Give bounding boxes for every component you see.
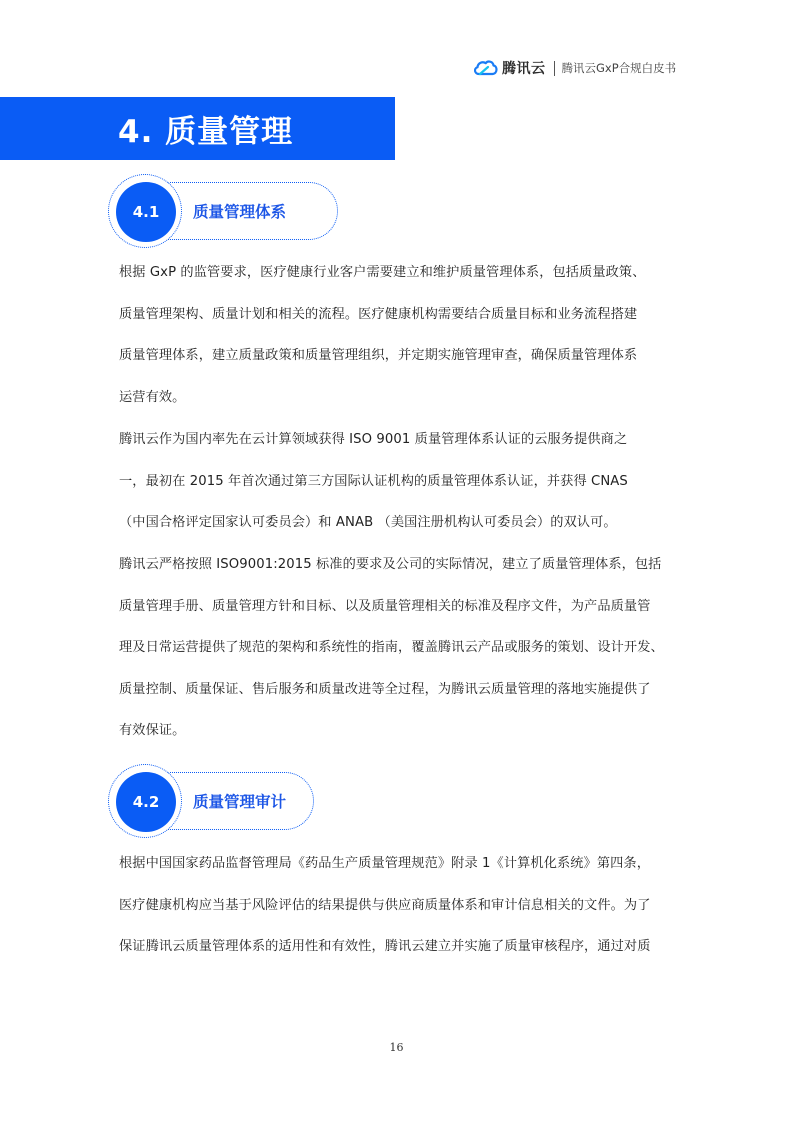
text-line: 理及日常运营提供了规范的架构和系统性的指南，覆盖腾讯云产品或服务的策划、设计开发、 [119, 640, 664, 656]
text-line: （中国合格评定国家认可委员会）和 ANAB （美国注册机构认可委员会）的双认可。 [119, 515, 617, 531]
brand-name: 腾讯云 [502, 61, 546, 77]
text-line: 质量管理体系，建立质量政策和质量管理组织，并定期实施管理审查，确保质量管理体系 [119, 348, 638, 364]
text-line: 质量管理手册、质量管理方针和目标、以及质量管理相关的标准及程序文件，为产品质量管 [119, 598, 651, 614]
page-number: 16 [389, 1041, 404, 1054]
text-line: 有效保证。 [119, 723, 186, 739]
text-line: 运营有效。 [119, 389, 186, 405]
text-line: 根据中国国家药品监督管理局《药品生产质量管理规范》附录 1《计算机化系统》第四条， [119, 856, 650, 871]
page-header [472, 56, 676, 80]
text-line: 腾讯云严格按照 ISO9001:2015 标准的要求及公司的实际情况，建立了质量管理体系，包括 [119, 557, 662, 572]
document-title: 腾讯云GxP合规白皮书 [561, 61, 677, 75]
paragraph [119, 544, 679, 752]
chapter-banner [0, 97, 395, 160]
section-number-badge [108, 174, 182, 248]
text-line: 质量控制、质量保证、售后服务和质量改进等全过程，为腾讯云质量管理的落地实施提供了 [119, 681, 651, 697]
text-line: 医疗健康机构应当基于风险评估的结果提供与供应商质量体系和审计信息相关的文件。为了 [119, 897, 651, 913]
paragraph [119, 252, 679, 418]
tencent-cloud-logo-icon [472, 59, 498, 77]
text-line: 质量管理架构、质量计划和相关的流程。医疗健康机构需要结合质量目标和业务流程搭建 [119, 306, 638, 322]
section-title: 质量管理体系 [193, 203, 287, 221]
paragraph [119, 843, 679, 968]
header-divider [554, 61, 555, 76]
text-line: 根据 GxP 的监管要求，医疗健康行业客户需要建立和维护质量管理体系，包括质量政策、 [119, 265, 646, 280]
section-number: 4.2 [116, 772, 176, 832]
text-line: 腾讯云作为国内率先在云计算领域获得 ISO 9001 质量管理体系认证的云服务提供商之 [119, 432, 628, 447]
section-title: 质量管理审计 [193, 793, 287, 811]
paragraph [119, 419, 679, 544]
text-line: 保证腾讯云质量管理体系的适用性和有效性，腾讯云建立并实施了质量审核程序，通过对质 [119, 939, 651, 955]
text-line: 一，最初在 2015 年首次通过第三方国际认证机构的质量管理体系认证，并获得 CNAS [119, 473, 628, 489]
chapter-title: 4. 质量管理 [118, 114, 294, 150]
section-number-badge [108, 764, 182, 838]
section-number: 4.1 [116, 182, 176, 242]
